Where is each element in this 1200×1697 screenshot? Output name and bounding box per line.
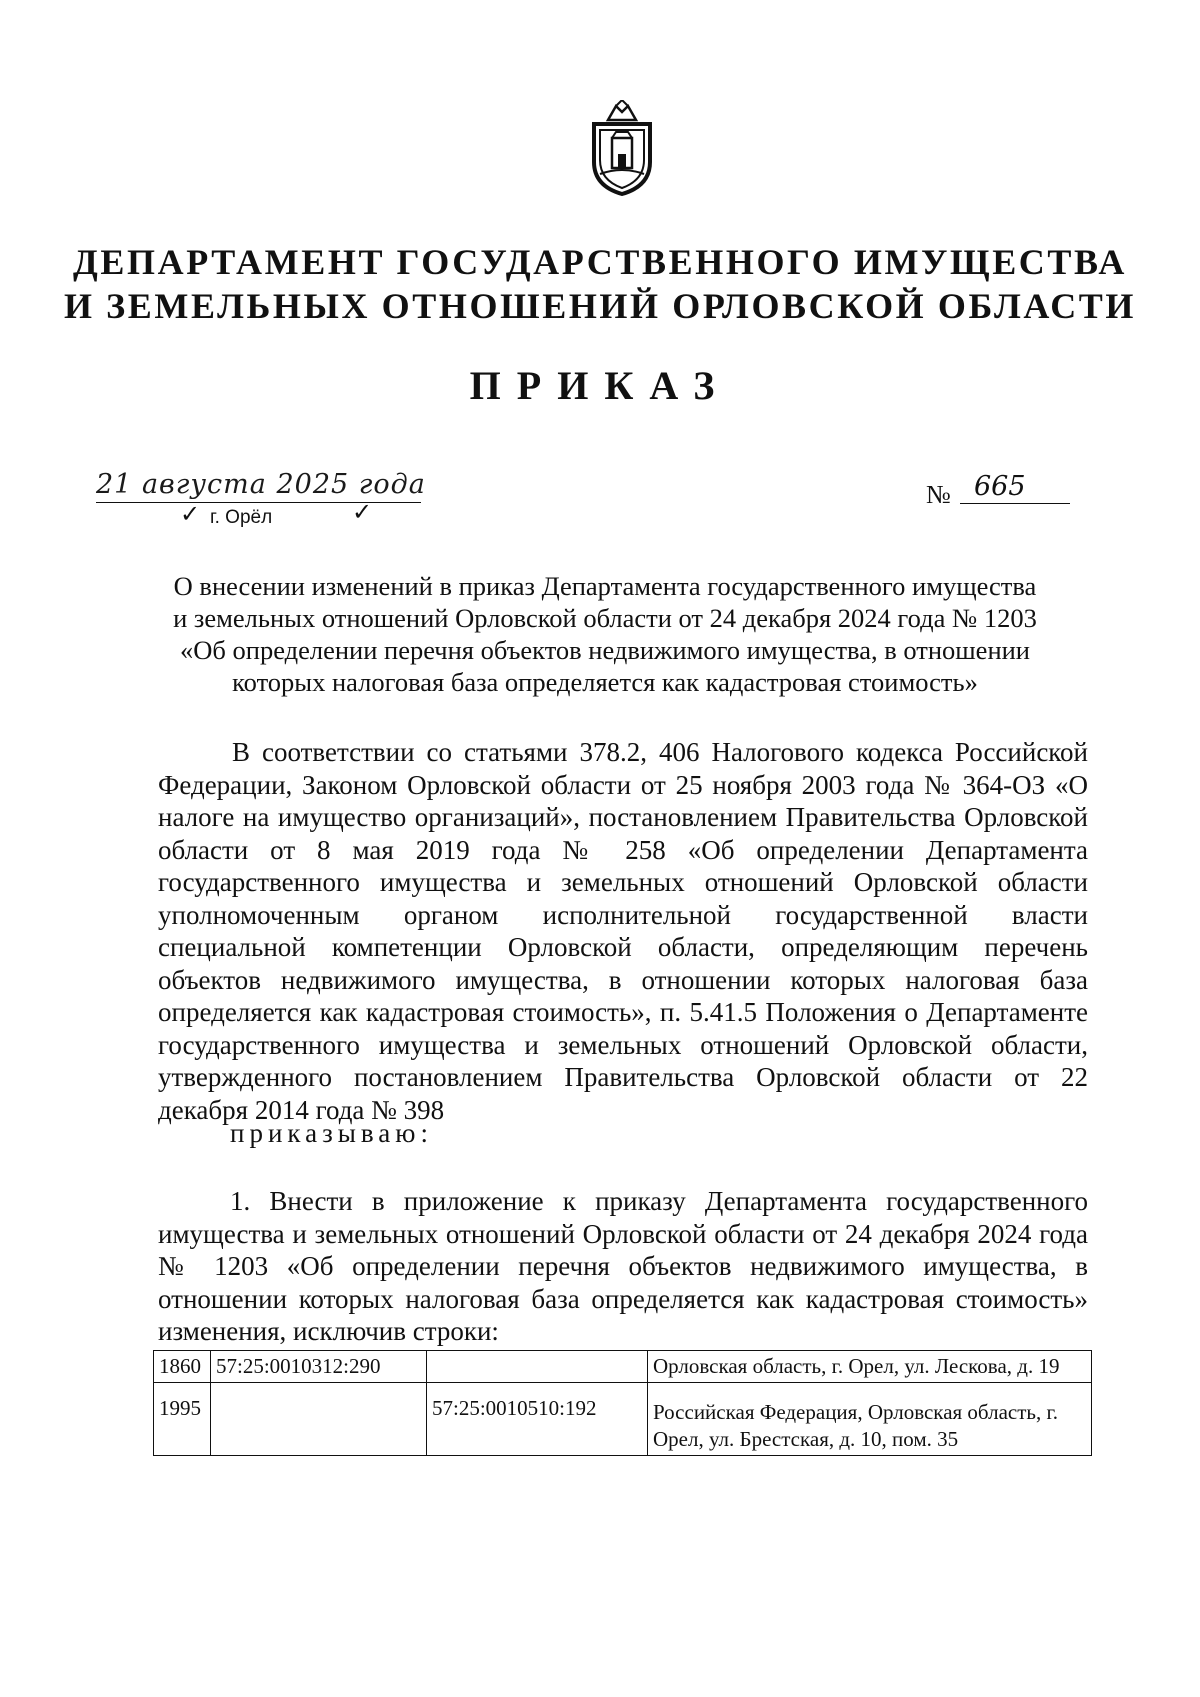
department-line-2: И ЗЕМЕЛЬНЫХ ОТНОШЕНИЙ ОРЛОВСКОЙ ОБЛАСТИ <box>63 286 1137 326</box>
cadastral-land-cell <box>211 1383 427 1456</box>
table-row <box>154 1351 1092 1383</box>
order-subject <box>150 570 1060 698</box>
address-cell: Орловская область, г. Орел, ул. Лескова, д. 19 <box>648 1351 1092 1383</box>
subject-line: и земельных отношений Орловской области от 24 декабря 2024 года № 1203 <box>173 603 1037 633</box>
subject-line: О внесении изменений в приказ Департамента государственного имущества <box>173 571 1037 601</box>
subject-line: «Об определении перечня объектов недвижимого имущества, в отношении <box>180 635 1030 665</box>
cadastral-premises-cell: 57:25:0010510:192 <box>427 1383 648 1456</box>
city-label: г. Орёл <box>210 507 273 528</box>
checkmark-icon: ✓ <box>352 498 373 526</box>
handwritten-date: 21 августа 2025 года <box>96 468 421 503</box>
order-word: приказываю: <box>230 1118 433 1148</box>
preamble-paragraph: В соответствии со статьями 378.2, 406 Налогового кодекса Российской Федерации, Законом Орловской области от 25 ноября 2003 года № 364-ОЗ «О налоге на имущество организаций», постановлением Правительства Орловской области от 8 мая 2019 года № 258 «Об определении Департамента государственного имущества и земельных отношений Орловской области уполномоченным органом исполнительной государственной власти специальной компетенции Орловской области, определяющим перечень объектов недвижимого имущества, в отношении которых налоговая база определяется как кадастровая стоимость», п. 5.41.5 Положения о Департаменте государственного имущества и земельных отношений Орловской области, утвержденного постановлением Правительства Орловской области от 22 декабря 2014 года № 398 <box>158 737 1088 1125</box>
item-1-paragraph: 1. Внести в приложение к приказу Департамента государственного имущества и земельных отношений Орловской области от 24 декабря 2024 года № 1203 «Об определении перечня объектов недвижимого имущества, в отношении которых налоговая база определяется как кадастровая стоимость» изменения, исключив строки: <box>158 1186 1088 1346</box>
cadastral-premises-cell <box>427 1351 648 1383</box>
row-number-cell: 1860 <box>154 1351 211 1383</box>
address-cell: Российская Федерация, Орловская область, г. Орел, ул. Брестская, д. 10, пом. 35 <box>648 1383 1092 1456</box>
handwritten-number: 665 <box>960 470 1070 504</box>
department-name <box>0 240 1200 328</box>
table-row <box>154 1383 1092 1456</box>
department-line-1: ДЕПАРТАМЕНТ ГОСУДАРСТВЕННОГО ИМУЩЕСТВА <box>73 242 1127 282</box>
coat-of-arms-emblem <box>586 100 658 196</box>
excluded-rows-table <box>153 1350 1092 1456</box>
cadastral-land-cell: 57:25:0010312:290 <box>211 1351 427 1383</box>
subject-line: которых налоговая база определяется как кадастровая стоимость» <box>232 667 978 697</box>
row-number-cell: 1995 <box>154 1383 211 1456</box>
number-label: № <box>926 480 951 509</box>
document-type-title: ПРИКАЗ <box>469 363 731 408</box>
checkmark-icon: ✓ <box>180 500 201 528</box>
